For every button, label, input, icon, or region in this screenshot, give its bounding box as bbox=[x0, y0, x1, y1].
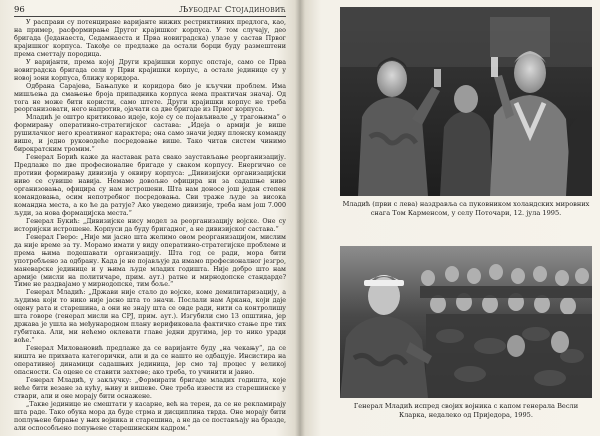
paragraph: Генерал Младић, у закључку: „Формирати бригаде младих годишта, које неће бити везане за кућу, њиву и вишеве. Оне треба извести из старешинске у ствари, али и оне морају бити оснажене. bbox=[14, 376, 286, 400]
header-rule bbox=[14, 16, 286, 17]
photo-soldiers-caption: Генерал Младић испред својих војника с капом генерала Весли Кларка, недалеко од Приједора, 1995. bbox=[353, 402, 579, 419]
page-number: 96 bbox=[14, 5, 25, 15]
body-text bbox=[14, 19, 286, 433]
paragraph: Генерал Младић: „Држави није стало до војске, коме демилитаризацију, а људима који то нико није јасно шта то значи. Послали нам Аркана, који даје оцену рата и старешина, а они не знају шта се овде ради, нити са контролишу шта говоре (генерал мисли на СРЈ, прим. аут.). Изгубили смо 13 општина, јер држава је ушла на међународном плану верификовала фактичко стање пре тих губитака. Али, ми нећемо оклевати главе једни другима, јер то нико уради воће.“ bbox=[14, 289, 286, 345]
paragraph: „Такве јединице не смештати у касарне, већ на терен, да се не рекламирају шта раде. Тако обука мора да буде стрма и дисциплина тврда. Оне морају бити поплуњене бирање у њих војника и старешина, а не да се постављају на бразде, али оспособљено попуњене старешинским кадром.“ bbox=[14, 400, 286, 432]
running-head bbox=[14, 5, 286, 16]
paragraph: У варијанти, према којој Други крајишки корпус опстаје, само се Прва новиградска бригада сели у Први крајишки корпус, а остале јединице су у новој зони корпуса, ближу коридора. bbox=[14, 58, 286, 82]
running-head-author: Љубодраг Стојадиновић bbox=[179, 5, 286, 15]
paragraph: Генерал Миловановић предлаже да се варијанте буду „на чекању“, да се ништа не прихвата категорички, али и да се нашто не одбацује. Инсистира на оперативној динамици садашњих јединица, јер смо тај процес у великој опасности. Са оцене се ставити захтеве; ако треба, то учинити и јавно. bbox=[14, 345, 286, 376]
photo-toast bbox=[340, 7, 592, 196]
photo-toast-caption: Младић (први с лева) наздравља са пуковником холандских мировних снага Том Карменсом, у селу Поточари, 12. јула 1995. bbox=[342, 200, 590, 217]
photo-toast-image bbox=[340, 7, 592, 196]
paragraph: Генерал Борић каже да наставак рата свако заустављање реорганизацију. Предлаже по две професионалне бригаде у сваком корпусу. Енергично се противи формирању дивизија у оквиру корпуса: „Дивизијски организацијски ниво се сувише навија. Немамо довољно официра ни за садашње ниво организовања, официра су нам истрошени. Шта нам доносе још један степен командовања, осим непотребног посредовања. Сви траже људе за висока командна места, а ко ће да ратује? Ако уведемо дивизије, треба нам још 7.000 људи, за нова формацијска места.“ bbox=[14, 154, 286, 217]
paragraph: У расправи су потенциране варијанте нижих рестриктивних предлога, као, на пример, расформирање Другог крајишког корпуса. У том случају, део бригада (Једанаеста, Седамнаеста и Прва новиградска) улазе у састав Првог крајишког корпуса. Такође се предлаже да остали борци буду размештени према сметтају породица. bbox=[14, 19, 286, 58]
book-gutter bbox=[295, 0, 305, 436]
paragraph: Младић је оштро критиковао идеје, које су се појављивале „у трагоњима“ о формирању оперативно-стратегијског састава: „Идеја о армији је више рушилачког него креативног карактера; она само значи једну плонску команду више, и једно руководеће посредовање више. Тако читав систем чинимо бирократским тромим.“ bbox=[14, 114, 286, 154]
paragraph: Генерал Букић: „Дивизијске нису модел за реорганизацију војске. Оне су историјски истрошене. Корпуси да буду бригадног, а не дивизијског састава.“ bbox=[14, 217, 286, 233]
paragraph: Одбрана Сарајева, Бањалуке и коридора био је кључни проблем. Има мишљења да смањење броја припадника корпуса нема практичан значај. Од тога не може бити користи, само штете. Други крајишки корпус не треба реорганизовати, него напротив, ојачати са две бригаде из Првог корпуса. bbox=[14, 82, 286, 114]
photo-soldiers bbox=[340, 246, 592, 398]
paragraph: Генерал Гверо: „Није ми јасно шта желимо овом реорганизацијом, мислим да није време за ту. Морамо имати у виду оперативно-стратегијске проблеме и према њима подешавати организацију. Шта год се ради, мора бити употребљено за одбрану. Када је не појављује да имамо професионалног језгро, маневарске јединице и у њима људе младих годишта. Није добро што нам армије (мисли на политичаре, прим. аут.) ратне и мирнодопске стандарде? Тиме не раздвајамо у мирнодопске, тим боље.“ bbox=[14, 233, 286, 289]
photo-soldiers-image bbox=[340, 246, 592, 398]
